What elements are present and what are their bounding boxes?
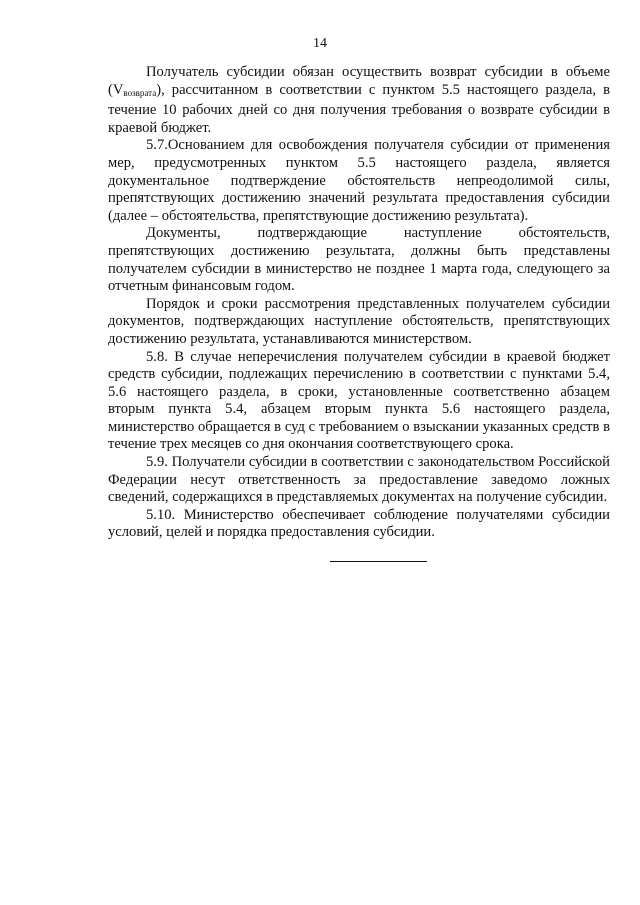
paragraph-5-10: 5.10. Министерство обеспечивает соблюдение получателями субсидии условий, целей и порядка предоставления субсидии. xyxy=(108,506,610,541)
subscript-text: возврата xyxy=(123,87,157,98)
paragraph-5-9: 5.9. Получатели субсидии в соответствии с законодательством Российской Федерации несут ответственность за предоставление заведомо ложных сведений, содержащихся в представляемых документах на получение субсидии. xyxy=(108,454,610,506)
page-number: 14 xyxy=(313,36,327,51)
paragraph-text-part: ), рассчитанном в соответствии с пунктом 5.5 настоящего раздела, в течение 10 рабочих дней со дня получения требования о возврате субсидии в краевой бюджет. xyxy=(108,81,610,136)
end-of-document-rule xyxy=(330,561,427,562)
paragraph-return-obligation xyxy=(108,64,610,137)
paragraph-documents: Документы, подтверждающие наступление обстоятельств, препятствующих достижению результата, должны быть представлены получателем субсидии в министерство не позднее 1 марта года, следующего за отчетным финансовым годом. xyxy=(108,225,610,295)
paragraph-5-7: 5.7.Основанием для освобождения получателя субсидии от применения мер, предусмотренных пунктом 5.5 настоящего раздела, является документальное подтверждение обстоятельств непреодолимой силы, препятствующих достижению значений результата предоставления субсидии (далее – обстоятельства, препятствующие достижению результата). xyxy=(108,137,610,224)
paragraph-text-part: Получатель субсидии обязан осуществить возврат субсидии в объеме (V xyxy=(108,64,610,98)
paragraph-procedure: Порядок и сроки рассмотрения представленных получателем субсидии документов, подтверждающих наступление обстоятельств, препятствующих достижению результата, устанавливаются министерством. xyxy=(108,295,610,347)
paragraph-5-8: 5.8. В случае неперечисления получателем субсидии в краевой бюджет средств субсидии, подлежащих перечислению в соответствии с пунктами 5.4, 5.6 настоящего раздела, в сроки, установленные соответственно абзацем вторым пункта 5.4, абзацем вторым пункта 5.6 настоящего раздела, министерство обращается в суд с требованием о взыскании указанных средств в течение трех месяцев со дня окончания соответствующего срока. xyxy=(108,348,610,453)
document-body xyxy=(108,64,610,542)
